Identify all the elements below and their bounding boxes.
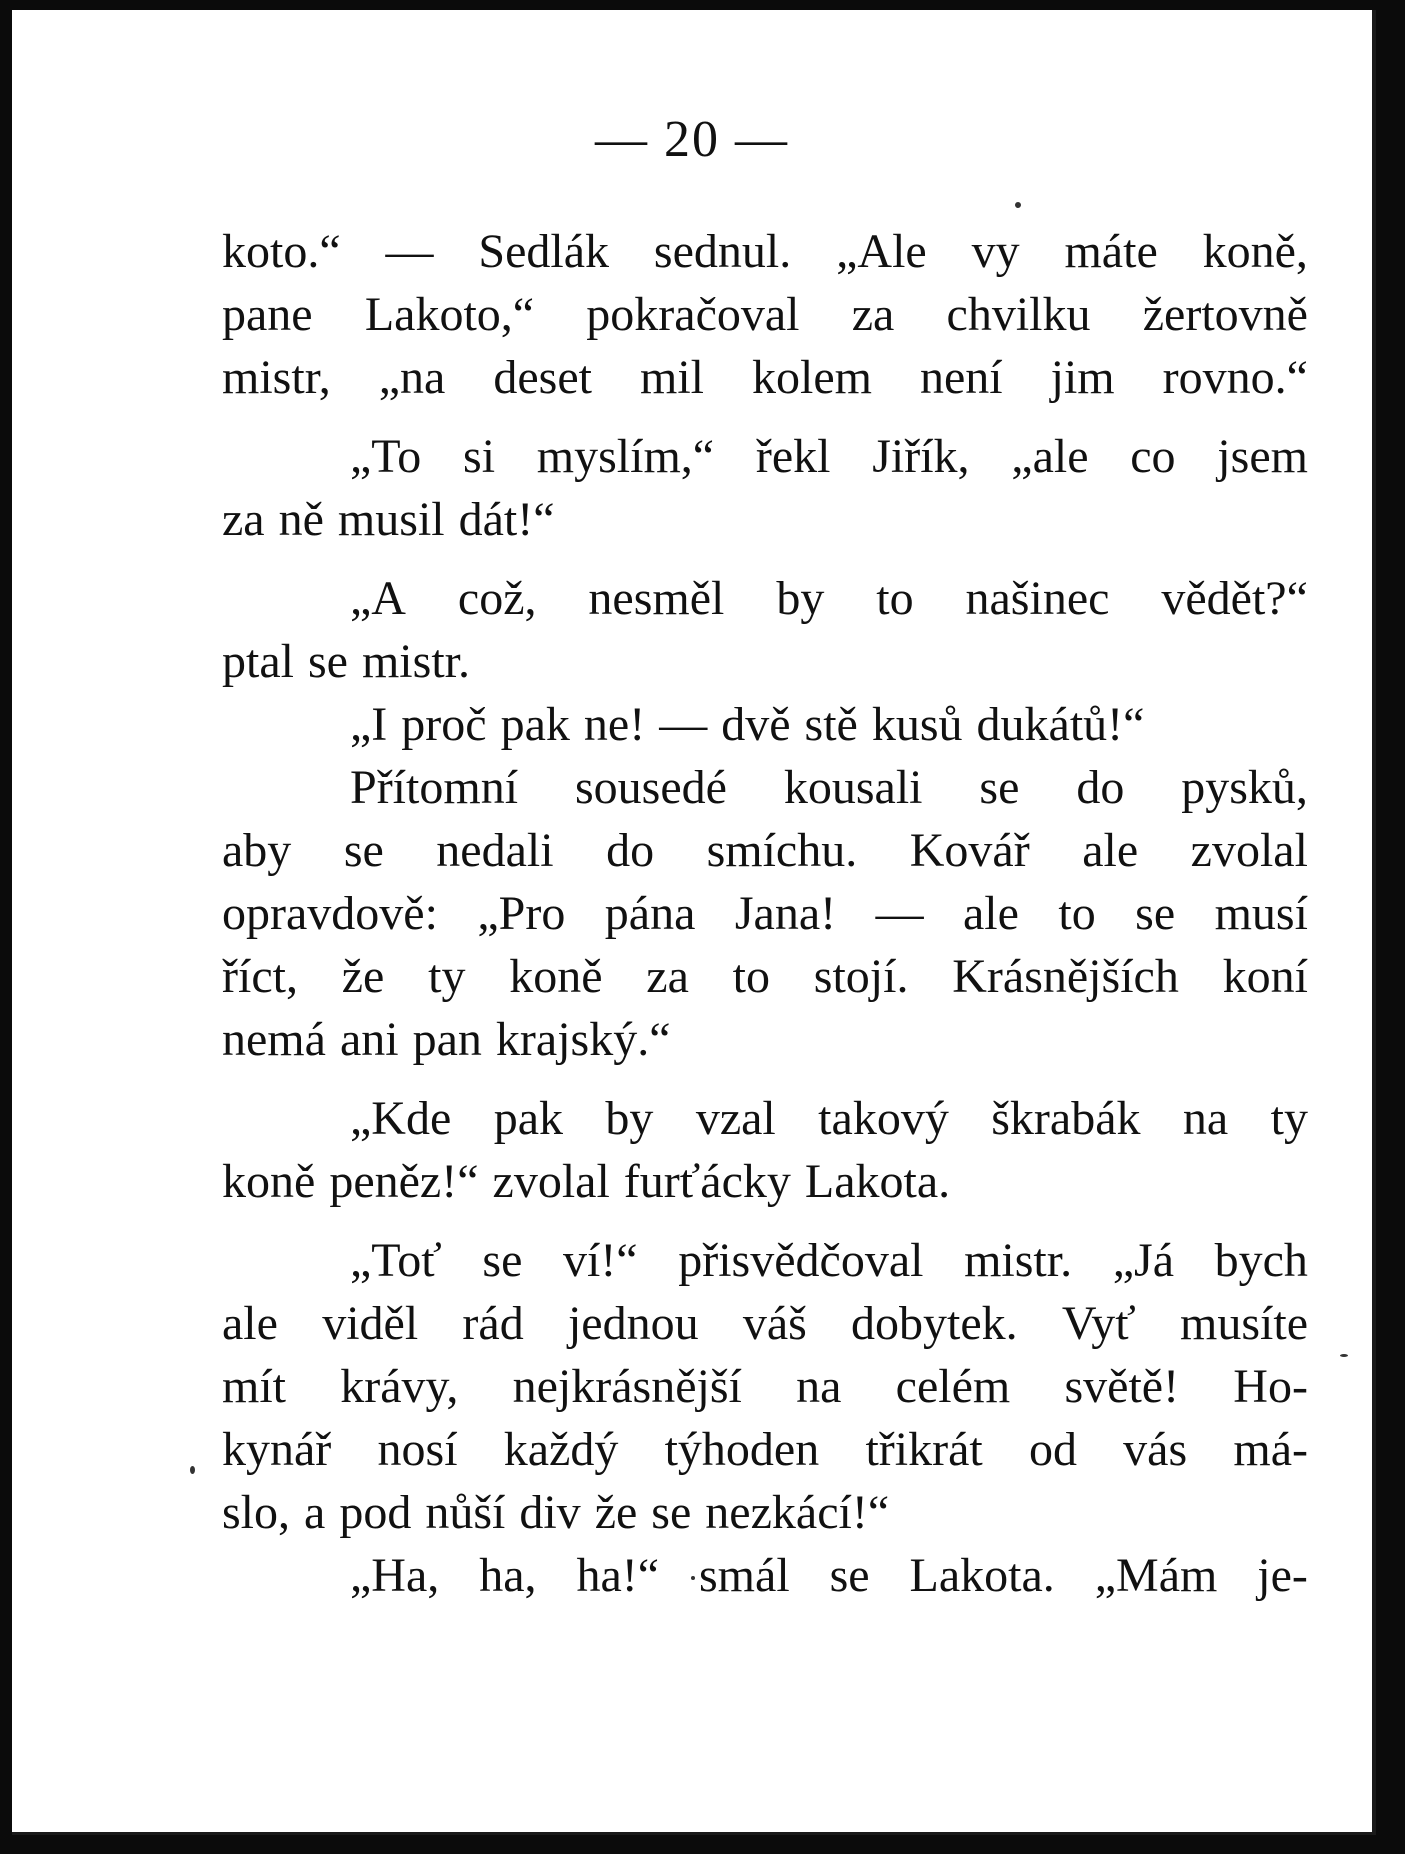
word: nedali bbox=[436, 824, 554, 877]
text-line bbox=[222, 283, 1308, 346]
word: se bbox=[829, 1549, 870, 1602]
word: „ale bbox=[1011, 430, 1089, 483]
word: na bbox=[796, 1360, 842, 1413]
word: takový bbox=[818, 1092, 949, 1145]
text-line bbox=[222, 1292, 1308, 1355]
word: ha!“ bbox=[576, 1549, 660, 1602]
word: chvilku bbox=[946, 288, 1091, 341]
word: pane bbox=[222, 288, 313, 341]
word: a bbox=[304, 1486, 326, 1539]
word: ani bbox=[339, 1013, 399, 1066]
word: se bbox=[482, 1234, 523, 1287]
word: to bbox=[1058, 887, 1096, 940]
word: vás bbox=[1123, 1423, 1188, 1476]
word: slo, bbox=[222, 1486, 291, 1539]
book-page bbox=[12, 10, 1376, 1835]
text-line bbox=[222, 1087, 1308, 1150]
word: proč bbox=[401, 698, 487, 751]
word: ty bbox=[428, 950, 466, 1003]
word: kousali bbox=[783, 761, 923, 814]
word: pak bbox=[493, 1092, 563, 1145]
word: není bbox=[919, 351, 1003, 404]
text-line bbox=[222, 882, 1308, 945]
word: se bbox=[651, 1486, 692, 1539]
word: Přítomní bbox=[350, 761, 519, 814]
word: to bbox=[732, 950, 771, 1003]
word: dát!“ bbox=[458, 493, 555, 546]
word: přisvědčoval bbox=[678, 1234, 924, 1287]
text-line bbox=[222, 819, 1308, 882]
word: kusů bbox=[871, 698, 963, 751]
word: Lakoto,“ bbox=[364, 288, 535, 341]
word: Ho- bbox=[1233, 1360, 1308, 1413]
word: opravdově: bbox=[222, 887, 438, 940]
print-speck bbox=[1015, 202, 1021, 208]
word: musíte bbox=[1180, 1297, 1308, 1350]
word: kynář bbox=[222, 1423, 332, 1476]
word: nůší bbox=[425, 1486, 506, 1539]
word: kolem bbox=[752, 351, 872, 404]
word: Kovář bbox=[909, 824, 1030, 877]
word: vědět?“ bbox=[1161, 572, 1308, 625]
word: koně bbox=[509, 950, 603, 1003]
paragraph-gap bbox=[222, 551, 1308, 567]
word: každý bbox=[503, 1423, 619, 1476]
word: Sedlák bbox=[478, 225, 610, 278]
word: což, bbox=[457, 572, 537, 625]
word: že bbox=[594, 1486, 638, 1539]
word: Vyť bbox=[1061, 1297, 1136, 1350]
word: aby bbox=[222, 824, 292, 877]
word: sednul. bbox=[653, 225, 792, 278]
word: „A bbox=[350, 572, 406, 625]
word: stojí. bbox=[813, 950, 909, 1003]
word: krajský.“ bbox=[495, 1013, 671, 1066]
word: deset bbox=[493, 351, 592, 404]
print-speck bbox=[190, 1466, 195, 1474]
word: za bbox=[851, 288, 895, 341]
word: ale bbox=[1082, 824, 1139, 877]
word: Jana! bbox=[734, 887, 837, 940]
word: jednou bbox=[567, 1297, 699, 1350]
word: vzal bbox=[695, 1092, 776, 1145]
word: koní bbox=[1222, 950, 1308, 1003]
word: „na bbox=[378, 351, 446, 404]
word: do bbox=[606, 824, 655, 877]
word: pod bbox=[339, 1486, 412, 1539]
word: světě! bbox=[1064, 1360, 1180, 1413]
word: vy bbox=[971, 225, 1020, 278]
word: mistr. bbox=[964, 1234, 1073, 1287]
text-line bbox=[222, 945, 1308, 1008]
word: sousedé bbox=[574, 761, 727, 814]
text-line bbox=[222, 1481, 1308, 1544]
text-line bbox=[222, 346, 1308, 409]
word: „Mám bbox=[1094, 1549, 1218, 1602]
word: nosí bbox=[377, 1423, 458, 1476]
print-speck bbox=[1340, 1354, 1348, 1357]
word: má- bbox=[1233, 1423, 1308, 1476]
word: „To bbox=[350, 430, 422, 483]
word: na bbox=[1182, 1092, 1229, 1145]
word: Krásnějších bbox=[952, 950, 1179, 1003]
word: třikrát bbox=[865, 1423, 983, 1476]
word: jsem bbox=[1217, 430, 1308, 483]
word: ty bbox=[1270, 1092, 1308, 1145]
word: „Ale bbox=[836, 225, 927, 278]
word: od bbox=[1028, 1423, 1077, 1476]
word: ha, bbox=[479, 1549, 537, 1602]
word: našinec bbox=[965, 572, 1110, 625]
word: „Ha, bbox=[350, 1549, 440, 1602]
word: — bbox=[659, 698, 708, 751]
text-line bbox=[222, 1008, 1308, 1071]
word: Lakota. bbox=[909, 1549, 1055, 1602]
word: nejkrásnější bbox=[512, 1360, 742, 1413]
word: co bbox=[1130, 430, 1176, 483]
word: se bbox=[343, 824, 384, 877]
word: „Toť bbox=[350, 1234, 442, 1287]
word: týhoden bbox=[664, 1423, 820, 1476]
word: pokračoval bbox=[586, 288, 800, 341]
word: zvolal bbox=[492, 1155, 610, 1208]
word: nemá bbox=[222, 1013, 326, 1066]
text-line bbox=[222, 693, 1308, 756]
word: smál bbox=[699, 1549, 790, 1602]
word: ale bbox=[222, 1297, 278, 1350]
text-line bbox=[222, 1355, 1308, 1418]
word: viděl bbox=[322, 1297, 419, 1350]
text-line bbox=[222, 220, 1308, 283]
word: rád bbox=[462, 1297, 524, 1350]
word: pak bbox=[500, 698, 570, 751]
word: máte bbox=[1064, 225, 1158, 278]
text-line bbox=[222, 630, 1308, 693]
word: by bbox=[776, 572, 825, 625]
word: váš bbox=[742, 1297, 807, 1350]
word: jim bbox=[1050, 351, 1115, 404]
word: rovno.“ bbox=[1162, 351, 1308, 404]
word: se bbox=[1135, 887, 1176, 940]
word: furťácky bbox=[623, 1155, 791, 1208]
paragraph-gap bbox=[222, 1071, 1308, 1087]
word: ale bbox=[963, 887, 1019, 940]
word: koně bbox=[222, 1155, 316, 1208]
word: myslím,“ bbox=[536, 430, 715, 483]
word: se bbox=[979, 761, 1020, 814]
word: peněz!“ bbox=[329, 1155, 479, 1208]
word: ne! bbox=[583, 698, 646, 751]
word: do bbox=[1076, 761, 1125, 814]
word: mít bbox=[222, 1360, 287, 1413]
word: dobytek. bbox=[851, 1297, 1018, 1350]
word: mil bbox=[639, 351, 704, 404]
text-line bbox=[222, 1544, 1308, 1607]
word: bych bbox=[1214, 1234, 1308, 1287]
word: „Já bbox=[1112, 1234, 1175, 1287]
word: mistr. bbox=[361, 635, 470, 688]
word: koně, bbox=[1202, 225, 1308, 278]
page-number-header: — 20 — bbox=[595, 111, 789, 168]
word: říct, bbox=[222, 950, 298, 1003]
word: — bbox=[385, 225, 434, 278]
word: krávy, bbox=[340, 1360, 459, 1413]
word: „Kde bbox=[350, 1092, 452, 1145]
word: musí bbox=[1214, 887, 1308, 940]
word: nesměl bbox=[588, 572, 725, 625]
word: smíchu. bbox=[706, 824, 858, 877]
word: — bbox=[875, 887, 924, 940]
word: „I bbox=[350, 698, 388, 751]
body-text bbox=[222, 220, 1308, 1607]
word: ví!“ bbox=[562, 1234, 638, 1287]
print-speck bbox=[691, 1576, 695, 1580]
text-line bbox=[222, 425, 1308, 488]
word: za bbox=[222, 493, 265, 546]
word: koto.“ bbox=[222, 225, 341, 278]
word: mistr, bbox=[222, 351, 331, 404]
word: Lakota. bbox=[804, 1155, 951, 1208]
word: pána bbox=[604, 887, 696, 940]
text-line bbox=[222, 567, 1308, 630]
word: dukátů!“ bbox=[976, 698, 1145, 751]
word: Jiřík, bbox=[872, 430, 970, 483]
word: div bbox=[519, 1486, 581, 1539]
word: ně bbox=[278, 493, 324, 546]
text-line bbox=[222, 1150, 1308, 1213]
text-line bbox=[222, 1418, 1308, 1481]
word: pan bbox=[412, 1013, 482, 1066]
word: je- bbox=[1257, 1549, 1308, 1602]
paragraph-gap bbox=[222, 1213, 1308, 1229]
text-line bbox=[222, 488, 1308, 551]
word: stě bbox=[804, 698, 858, 751]
word: celém bbox=[895, 1360, 1011, 1413]
word: to bbox=[876, 572, 914, 625]
word: musil bbox=[337, 493, 445, 546]
word: by bbox=[605, 1092, 654, 1145]
word: že bbox=[341, 950, 385, 1003]
word: „Pro bbox=[477, 887, 566, 940]
word: řekl bbox=[755, 430, 831, 483]
word: zvolal bbox=[1190, 824, 1308, 877]
text-line bbox=[222, 756, 1308, 819]
word: ptal bbox=[222, 635, 294, 688]
word: se bbox=[307, 635, 348, 688]
word: dvě bbox=[721, 698, 791, 751]
word: škrabák bbox=[991, 1092, 1141, 1145]
word: si bbox=[463, 430, 496, 483]
paragraph-gap bbox=[222, 409, 1308, 425]
word: pysků, bbox=[1181, 761, 1308, 814]
text-line bbox=[222, 1229, 1308, 1292]
word: nezkácí!“ bbox=[705, 1486, 890, 1539]
word: žertovně bbox=[1142, 288, 1308, 341]
word: za bbox=[646, 950, 689, 1003]
